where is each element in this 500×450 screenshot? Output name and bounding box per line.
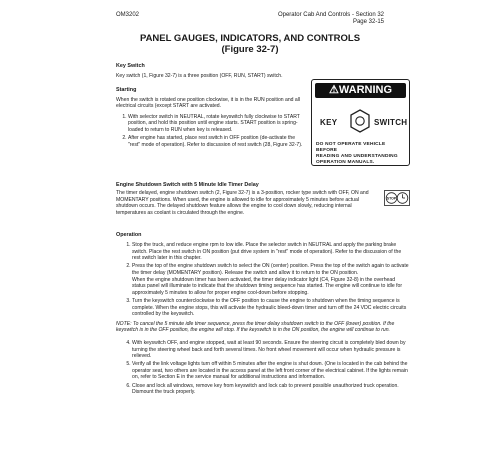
shutdown-timer-icon [384, 190, 410, 206]
left-column [116, 63, 306, 150]
page-number: Page 32-15 [352, 19, 384, 25]
starting-steps [116, 114, 306, 149]
key-switch-heading: Key Switch [116, 63, 145, 69]
operation-section [116, 232, 410, 397]
warning-line: READING AND UNDERSTANDING [316, 154, 398, 159]
list-item-extra: When the engine shutdown timer has been activated, the timer delay indicator light (C4, Figure 32-8) in the overhead status panel will illuminate to indicate that the shutdown timing sequence has started. The engine will continue to idle for approximately 5 minutes to allow for proper engine cool-down before stopping. [132, 276, 403, 296]
key-label: KEY [320, 118, 338, 127]
list-item-text: Press the top of the engine shutdown switch to select the ON (center) position. Press the top of the switch again to activate the timer delay (MOMENTARY position). Release the switch and allow it to return to the ON position. [132, 263, 409, 276]
shutdown-heading: Engine Shutdown Switch with 5 Minute Idle Timer Delay [116, 182, 259, 188]
page-title: PANEL GAUGES, INDICATORS, AND CONTROLS [139, 33, 361, 44]
key-switch-text: Key switch (1, Figure 32-7) is a three position (OFF, RUN, START) switch. [116, 73, 283, 79]
page-subtitle: (Figure 32-7) [221, 44, 279, 55]
warning-message [316, 142, 406, 166]
list-item: 3. Turn the keyswitch counterclockwise to the OFF position to cause the engine to shutdown when the timing sequence is complete. When the engine stops, this will activate the hydraulic bleed-down timer and turn off the 24 VDC electric circuits controlled by the keyswitch. [132, 298, 410, 318]
list-item [132, 263, 410, 296]
document-id: OM3202 [116, 12, 140, 18]
warning-decal [311, 79, 410, 166]
shutdown-text: The timer delayed, engine shutdown switch (2, Figure 32-7) is a 3-position, rocker type switch with OFF, ON and MOMENTARY positions. When used, the engine is allowed to idle for approximately 5 minutes before actual shutdown occurs. The delayed shutdown feature allows the engine to cool down slowly, reducing internal temperatures as coolant is circulated through the engine. [116, 190, 369, 216]
list-item: 4. With keyswitch OFF, and engine stopped, wait at least 90 seconds. Ensure the steering circuit is completely bled down by turning the steering wheel back and forth several times. No front wheel movement will occur when hydraulic pressure is relieved. [132, 340, 410, 360]
section-title: Operator Cab And Controls - Section 32 [277, 12, 384, 18]
warning-line: DO NOT OPERATE VEHICLE BEFORE [316, 142, 386, 153]
operation-heading: Operation [116, 232, 142, 238]
keyswitch-icon [348, 108, 372, 134]
starting-intro: When the switch is rotated one position clockwise, it is in the RUN position and all electrical circuits (except START are activated. [116, 96, 301, 110]
warning-line: OPERATION MANUALS. [316, 160, 375, 165]
stop-label: STOP [386, 196, 397, 201]
list-item: 1. With selector switch in NEUTRAL, rotate keyswitch fully clockwise to START position, and hold this position until engine starts. START position is spring-loaded to return to RUN when key is released. [128, 114, 306, 134]
switch-label: SWITCH [374, 118, 408, 127]
operation-steps [116, 242, 410, 318]
starting-heading: Starting [116, 86, 137, 93]
list-item: 6. Close and lock all windows, remove key from keyswitch and lock cab to prevent possible unauthorized truck operation. Dismount the truck properly. [132, 383, 410, 396]
list-item: 2. After engine has started, place rest switch in OFF position (de-activate the "rest" mode of operation). Refer to discussion of rest switch (28, Figure 32-7). [128, 135, 306, 148]
list-item: 5. Verify all the link voltage lights turn off within 5 minutes after the engine is shut down. (One is located in the cab behind the operator seat, two others are located in the access panel at the left front corner of the electrical cabinet. If the lights remain on, refer to Section E in the service manual for additional instructions and information. [132, 361, 410, 381]
operation-note: NOTE: To cancel the 5 minute idle timer sequence, press the timer delay shutdown switch to the OFF (lower) position. If the keyswitch is in the OFF position, the engine will stop. If the keyswitch is in the ON position, the engine will continue to run. [116, 320, 395, 334]
warning-banner: ⚠WARNING [315, 83, 406, 98]
operation-steps-continued [116, 340, 410, 396]
list-item: 1. Stop the truck, and reduce engine rpm to low idle. Place the selector switch in NEUTRAL and apply the parking brake switch. Place the rest switch in ON position (put drive system in "rest" mode of operation). Refer to the discussion of the rest switch later in this chapter. [132, 242, 410, 262]
